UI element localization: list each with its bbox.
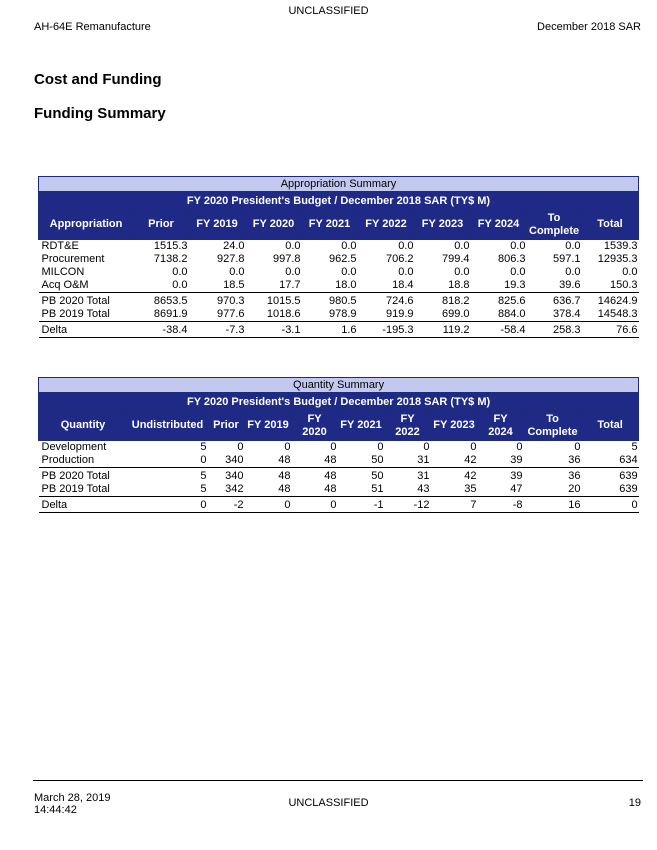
- table-cell: 0: [128, 497, 208, 513]
- appropriation-summary-table: [38, 176, 639, 338]
- row-label: PB 2019 Total: [41, 483, 110, 495]
- table-cell: 0: [292, 497, 338, 513]
- table-cell: 48: [292, 468, 338, 484]
- quantity-caption: Quantity Summary: [39, 378, 639, 393]
- table-cell: 7138.2: [153, 253, 188, 265]
- table-cell: 799.4: [441, 253, 470, 265]
- table-cell: 0: [284, 441, 291, 453]
- table-cell: 0: [423, 441, 430, 453]
- table-cell: 1539.3: [603, 240, 638, 252]
- row-label: PB 2019 Total: [41, 308, 110, 320]
- table-cell: 919.9: [385, 308, 414, 320]
- table-cell: 42: [464, 454, 477, 466]
- table-cell: -3.1: [246, 322, 302, 338]
- column-header: FY 2024: [478, 411, 524, 441]
- quantity-summary-table: [38, 377, 639, 513]
- table-cell: 0.0: [172, 266, 188, 278]
- table-cell: 699.0: [441, 308, 470, 320]
- table-cell: 0.0: [398, 240, 414, 252]
- column-header: Quantity: [39, 411, 128, 441]
- table-cell: 0: [574, 441, 581, 453]
- column-header: FY 2022: [385, 411, 431, 441]
- table-cell: 0.0: [622, 266, 638, 278]
- column-header: FY 2019: [245, 411, 292, 441]
- table-cell: -7.3: [189, 322, 246, 338]
- table-cell: 0.0: [229, 266, 245, 278]
- table-cell: 48: [278, 483, 291, 495]
- table-cell: 0: [237, 441, 244, 453]
- footer-time: 14:44:42: [34, 804, 77, 816]
- table-cell: 31: [417, 454, 430, 466]
- table-cell: 997.8: [272, 253, 301, 265]
- column-header: Prior: [208, 411, 245, 441]
- table-row: [39, 293, 639, 309]
- column-header: Prior: [134, 210, 189, 240]
- table-cell: 927.8: [216, 253, 245, 265]
- table-cell: 31: [385, 468, 431, 484]
- classification-banner-top: UNCLASSIFIED: [288, 5, 369, 17]
- table-cell: 706.2: [385, 253, 414, 265]
- row-label: Production: [41, 454, 95, 466]
- table-cell: 0.0: [398, 266, 414, 278]
- table-cell: 8653.5: [134, 293, 189, 309]
- table-cell: 0: [245, 497, 292, 513]
- table-cell: 17.7: [279, 279, 301, 291]
- table-cell: 16: [524, 497, 582, 513]
- table-cell: 5: [631, 441, 638, 453]
- table-cell: 0.0: [285, 266, 301, 278]
- table-cell: -1: [338, 497, 385, 513]
- table-cell: 12935.3: [597, 253, 638, 265]
- table-cell: -2: [208, 497, 245, 513]
- footer-rule: [33, 780, 643, 781]
- table-cell: 806.3: [497, 253, 526, 265]
- table-cell: 18.5: [223, 279, 245, 291]
- row-label: Development: [41, 441, 107, 453]
- column-header: Total: [582, 210, 639, 240]
- table-cell: 18.4: [392, 279, 414, 291]
- table-cell: 825.6: [471, 293, 527, 309]
- table-cell: 0: [516, 441, 523, 453]
- footer-date: March 28, 2019: [34, 792, 111, 804]
- appropriation-caption: Appropriation Summary: [39, 177, 639, 192]
- table-cell: 970.3: [189, 293, 246, 309]
- table-cell: 980.5: [302, 293, 358, 309]
- table-cell: -195.3: [358, 322, 415, 338]
- row-label: MILCON: [41, 266, 85, 278]
- table-cell: 818.2: [415, 293, 471, 309]
- column-header: To Complete: [527, 210, 582, 240]
- program-name: AH-64E Remanufacture: [34, 21, 151, 33]
- appropriation-subtitle: FY 2020 President's Budget / December 2018 SAR (TY$ M): [39, 192, 639, 210]
- table-cell: 634: [619, 454, 638, 466]
- row-label: Delta: [39, 497, 128, 513]
- table-cell: 0.0: [454, 266, 470, 278]
- table-cell: 340: [225, 454, 244, 466]
- table-cell: 0.0: [510, 266, 526, 278]
- table-row: [39, 240, 639, 254]
- table-cell: 8691.9: [153, 308, 188, 320]
- table-cell: -58.4: [471, 322, 527, 338]
- table-row: [39, 483, 639, 497]
- table-cell: 76.6: [582, 322, 639, 338]
- table-cell: 35: [464, 483, 477, 495]
- column-header: FY 2019: [189, 210, 246, 240]
- table-cell: 48: [324, 483, 337, 495]
- table-cell: 597.1: [552, 253, 581, 265]
- table-cell: 20: [568, 483, 581, 495]
- table-cell: 0.0: [341, 266, 357, 278]
- table-row: [39, 322, 639, 338]
- table-cell: 14624.9: [582, 293, 639, 309]
- table-cell: 0: [582, 497, 639, 513]
- table-cell: 0.0: [172, 279, 188, 291]
- column-header: FY 2024: [471, 210, 527, 240]
- table-cell: -8: [478, 497, 524, 513]
- column-header: FY 2023: [415, 210, 471, 240]
- table-row: [39, 266, 639, 279]
- table-row: [39, 279, 639, 293]
- column-header: FY 2022: [358, 210, 415, 240]
- table-row: [39, 497, 639, 513]
- row-label: Delta: [39, 322, 134, 338]
- table-cell: 724.6: [358, 293, 415, 309]
- table-cell: 36: [524, 468, 582, 484]
- column-header: FY 2020: [292, 411, 338, 441]
- table-cell: 48: [278, 454, 291, 466]
- table-cell: 340: [208, 468, 245, 484]
- table-cell: 39: [478, 468, 524, 484]
- table-cell: 50: [371, 454, 384, 466]
- table-cell: 978.9: [328, 308, 357, 320]
- table-cell: 18.0: [335, 279, 357, 291]
- section-title-funding-summary: Funding Summary: [34, 105, 166, 122]
- table-cell: 48: [245, 468, 292, 484]
- table-cell: 18.8: [448, 279, 470, 291]
- table-cell: 14548.3: [597, 308, 638, 320]
- table-cell: 5: [200, 441, 207, 453]
- classification-banner-bottom: UNCLASSIFIED: [288, 797, 369, 809]
- table-row: [39, 441, 639, 455]
- row-label: Procurement: [41, 253, 105, 265]
- table-cell: 19.3: [504, 279, 526, 291]
- table-row: [39, 308, 639, 322]
- table-cell: 0.0: [565, 266, 581, 278]
- row-label: RDT&E: [41, 240, 79, 252]
- table-row: [39, 468, 639, 484]
- column-header: FY 2023: [431, 411, 478, 441]
- column-header: Total: [582, 411, 639, 441]
- column-header: FY 2021: [302, 210, 358, 240]
- report-name: December 2018 SAR: [537, 21, 641, 33]
- table-cell: 43: [417, 483, 430, 495]
- table-cell: 39: [510, 454, 523, 466]
- table-cell: 1018.6: [266, 308, 301, 320]
- row-label: Acq O&M: [41, 279, 89, 291]
- table-cell: 24.0: [223, 240, 245, 252]
- column-header: Undistributed: [128, 411, 208, 441]
- table-cell: 1.6: [302, 322, 358, 338]
- table-cell: 51: [371, 483, 384, 495]
- table-cell: 962.5: [328, 253, 357, 265]
- table-cell: 5: [200, 483, 207, 495]
- table-cell: 378.4: [552, 308, 581, 320]
- table-cell: 0.0: [341, 240, 357, 252]
- table-cell: 0: [470, 441, 477, 453]
- column-header: To Complete: [524, 411, 582, 441]
- table-cell: 0.0: [454, 240, 470, 252]
- table-cell: 0: [200, 454, 207, 466]
- page-number: 19: [628, 797, 641, 809]
- table-cell: 119.2: [415, 322, 471, 338]
- row-label: PB 2020 Total: [39, 293, 134, 309]
- column-header: FY 2021: [338, 411, 385, 441]
- table-cell: 1515.3: [153, 240, 188, 252]
- column-header: FY 2020: [246, 210, 302, 240]
- table-cell: 639: [582, 468, 639, 484]
- table-cell: 48: [324, 454, 337, 466]
- table-cell: 0: [377, 441, 384, 453]
- table-cell: 636.7: [527, 293, 582, 309]
- table-cell: 0.0: [510, 240, 526, 252]
- row-label: PB 2020 Total: [39, 468, 128, 484]
- table-cell: 977.6: [216, 308, 245, 320]
- table-cell: 342: [225, 483, 244, 495]
- table-cell: 5: [128, 468, 208, 484]
- table-cell: -38.4: [134, 322, 189, 338]
- column-header: Appropriation: [39, 210, 134, 240]
- table-cell: 42: [431, 468, 478, 484]
- table-cell: 0.0: [565, 240, 581, 252]
- quantity-subtitle: FY 2020 President's Budget / December 2018 SAR (TY$ M): [39, 393, 639, 411]
- table-cell: 0: [330, 441, 337, 453]
- table-cell: -12: [385, 497, 431, 513]
- table-cell: 258.3: [527, 322, 582, 338]
- table-cell: 0.0: [285, 240, 301, 252]
- table-cell: 39.6: [559, 279, 581, 291]
- table-cell: 47: [510, 483, 523, 495]
- table-cell: 150.3: [609, 279, 638, 291]
- table-cell: 884.0: [497, 308, 526, 320]
- section-title-cost-funding: Cost and Funding: [34, 71, 162, 88]
- table-row: [39, 253, 639, 266]
- table-cell: 1015.5: [246, 293, 302, 309]
- table-row: [39, 454, 639, 468]
- table-cell: 639: [619, 483, 638, 495]
- table-cell: 50: [338, 468, 385, 484]
- table-cell: 7: [431, 497, 478, 513]
- table-cell: 36: [568, 454, 581, 466]
